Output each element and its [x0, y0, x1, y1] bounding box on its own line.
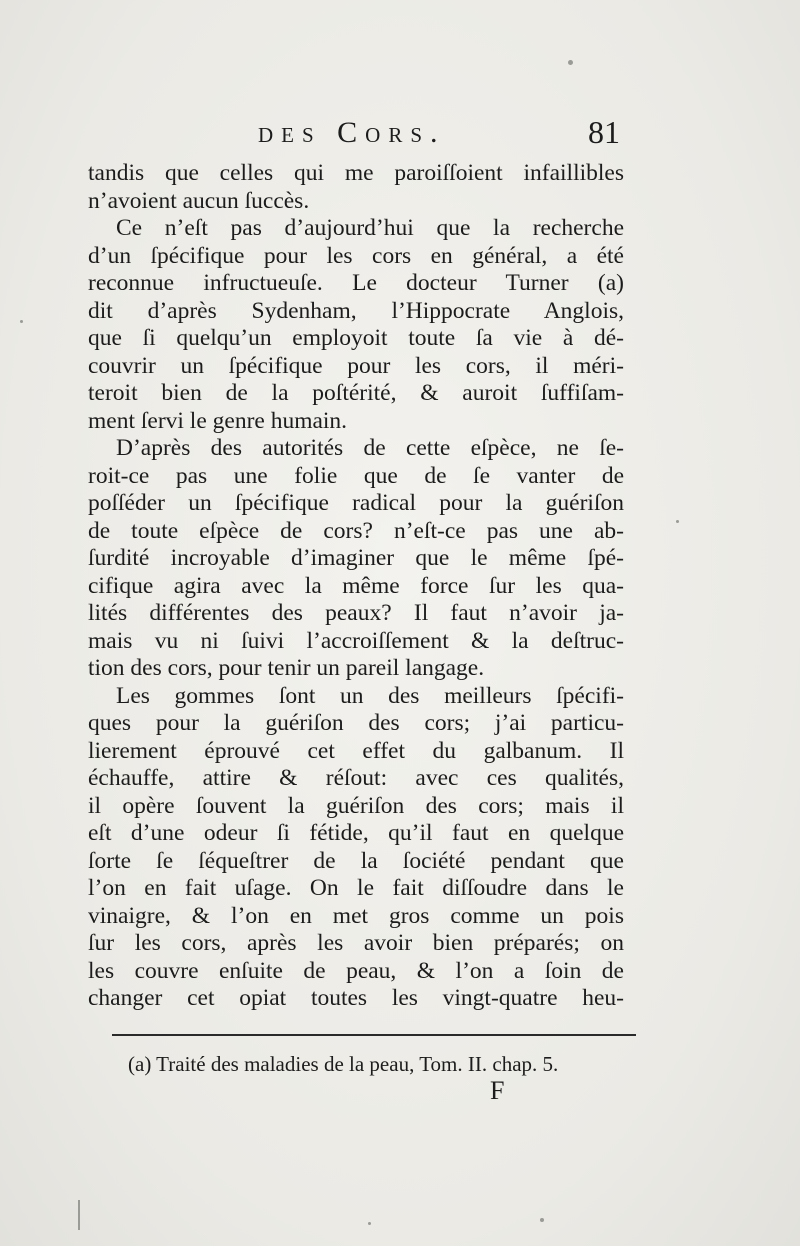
text-line: les couvre enſuite de peau, & l’on a ſoin de: [88, 957, 624, 984]
text-line: ment ſervi le genre humain.: [88, 407, 348, 434]
footnote: (a) Traité des maladies de la peau, Tom. II. chap. 5.: [128, 1052, 559, 1076]
text-line: d’un ſpécifique pour les cors en général, a été: [88, 242, 624, 269]
text-line: que ſi quelqu’un employoit toute ſa vie à dé-: [88, 325, 624, 351]
body-text: [88, 160, 624, 1013]
running-head: [0, 112, 800, 152]
text-line: l’on en fait uſage. On le fait diſſoudre dans le: [88, 875, 624, 901]
text-line: roit-ce pas une folie que de ſe vanter de: [88, 462, 624, 489]
text-line: échauffe, attire & réſout: avec ces qualités,: [88, 765, 624, 791]
text-line: Les gommes ſont un des meilleurs ſpécifi-: [116, 682, 624, 709]
text-line: Ce n’eſt pas d’aujourd’hui que la recherche: [116, 215, 624, 241]
text-line: reconnue infructueuſe. Le docteur Turner (a): [88, 270, 624, 296]
text-line: D’après des autorités de cette eſpèce, ne ſe-: [116, 435, 624, 461]
text-line: lierement éprouvé cet effet du galbanum. Il: [88, 737, 624, 764]
text-line: ſurdité incroyable d’imaginer que le même ſpé-: [88, 545, 624, 571]
text-line: cifique agira avec la même force ſur les qua-: [88, 572, 624, 599]
signature-mark: F: [490, 1076, 505, 1105]
text-line: n’avoient aucun ſuccès.: [88, 187, 310, 214]
text-line: ſur les cors, après les avoir bien préparés; on: [88, 930, 624, 956]
text-line: ques pour la guériſon des cors; j’ai particu-: [88, 710, 624, 736]
text-line: changer cet opiat toutes les vingt-quatre heu-: [88, 985, 624, 1011]
footnote-rule: [112, 1034, 636, 1036]
running-title: des Cors.: [258, 116, 446, 149]
text-line: dit d’après Sydenham, l’Hippocrate Anglois,: [88, 297, 624, 324]
text-line: couvrir un ſpécifique pour les cors, il méri-: [88, 352, 624, 379]
text-line: poſſéder un ſpécifique radical pour la guériſon: [88, 490, 624, 516]
text-line: eſt d’une odeur ſi fétide, qu’il faut en quelque: [88, 820, 624, 846]
text-line: tion des cors, pour tenir un pareil langage.: [88, 655, 485, 681]
text-line: ſorte ſe ſéqueſtrer de la ſociété pendant que: [88, 847, 624, 874]
text-line: mais vu ni ſuivi l’accroiſſement & la deſtruc-: [88, 627, 624, 654]
text-line: il opère ſouvent la guériſon des cors; mais il: [88, 792, 624, 819]
text-line: lités différentes des peaux? Il faut n’avoir ja-: [88, 600, 624, 626]
text-line: tandis que celles qui me paroiſſoient infaillibles: [88, 160, 624, 186]
text-line: teroit bien de la poſtérité, & auroit ſuffiſam-: [88, 380, 624, 406]
text-line: vinaigre, & l’on en met gros comme un pois: [88, 902, 624, 929]
page-number: 81: [588, 114, 620, 150]
text-line: de toute eſpèce de cors? n’eſt-ce pas une ab-: [88, 517, 624, 544]
